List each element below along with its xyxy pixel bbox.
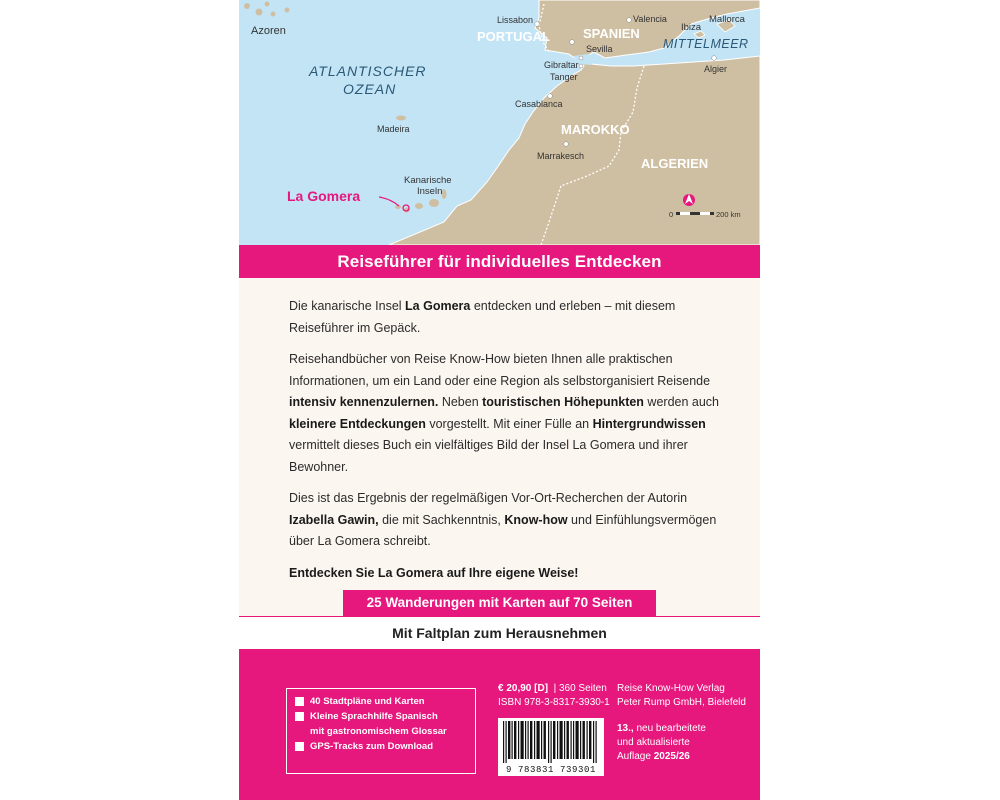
feature-item: 40 Stadtpläne und Karten bbox=[295, 695, 475, 708]
label-azoren: Azoren bbox=[251, 25, 286, 37]
island-azores-2 bbox=[256, 9, 263, 16]
island-azores-4 bbox=[265, 2, 270, 7]
paragraph-author: Dies ist das Ergebnis der regelmäßigen Vor-Ort-Recherchen der Autorin Izabella Gawin, die mit Sachkenntnis, Know-how und Einfühlungsvermögen über La Gomera schreibt. bbox=[289, 491, 717, 548]
edition-line1: 13., neu bearbeitete bbox=[617, 723, 706, 734]
book-back-cover bbox=[239, 0, 760, 800]
city-dot-valencia bbox=[627, 18, 632, 23]
label-spanien: SPANIEN bbox=[583, 26, 640, 41]
publisher-name: Reise Know-How Verlag bbox=[617, 683, 725, 694]
island-azores-5 bbox=[285, 8, 290, 13]
price-info bbox=[498, 682, 618, 710]
checkbox-icon bbox=[295, 742, 304, 751]
label-gibraltar: Gibraltar bbox=[544, 60, 579, 70]
edition-line3: Auflage 2025/26 bbox=[617, 751, 690, 762]
feature-item: Kleine Sprachhilfe Spanisch bbox=[295, 710, 475, 723]
label-madeira: Madeira bbox=[377, 124, 410, 134]
label-algier: Algier bbox=[704, 64, 728, 74]
barcode-number: 9 783831 739301 bbox=[505, 765, 596, 775]
overview-map bbox=[239, 0, 760, 245]
label-la-gomera: La Gomera bbox=[287, 188, 361, 204]
label-marokko: MAROKKO bbox=[561, 122, 630, 137]
city-dot-algier bbox=[712, 56, 717, 61]
bottom-info-panel bbox=[239, 650, 760, 800]
feature-item-continuation: mit gastronomischem Glossar bbox=[310, 726, 447, 737]
scale-label-max: 200 km bbox=[716, 210, 741, 219]
tagline-banner: Reiseführer für individuelles Entdecken bbox=[239, 245, 760, 278]
label-marrakesch: Marrakesch bbox=[537, 151, 585, 161]
label-mittelmeer: MITTELMEER bbox=[663, 37, 749, 51]
city-dot-marrakesch bbox=[564, 142, 569, 147]
island-azores-1 bbox=[244, 3, 250, 9]
isbn: ISBN 978-3-8317-3930-1 bbox=[498, 697, 610, 708]
publisher-info bbox=[617, 682, 757, 764]
barcode bbox=[498, 718, 604, 776]
paragraph-closing: Entdecken Sie La Gomera auf Ihre eigene Weise! bbox=[289, 565, 579, 580]
scale-label-zero: 0 bbox=[669, 210, 674, 219]
foldout-map-banner: Mit Faltplan zum Herausnehmen bbox=[239, 616, 760, 650]
island-canary-3 bbox=[415, 203, 423, 209]
label-ocean-line2: OZEAN bbox=[343, 81, 397, 97]
island-madeira bbox=[396, 116, 406, 121]
city-dot-sevilla bbox=[570, 40, 575, 45]
label-kanarische-line1: Kanarische bbox=[404, 175, 452, 186]
island-azores-3 bbox=[271, 12, 276, 17]
label-ocean-line1: ATLANTISCHER bbox=[309, 63, 427, 79]
label-ibiza: Ibiza bbox=[681, 22, 702, 33]
city-dot-casablanca bbox=[548, 94, 553, 99]
hikes-banner: 25 Wanderungen mit Karten auf 70 Seiten bbox=[343, 590, 656, 616]
checkbox-icon bbox=[295, 712, 304, 721]
label-valencia: Valencia bbox=[633, 14, 667, 24]
label-portugal: PORTUGAL bbox=[477, 29, 550, 44]
edition-line2: und aktualisierte bbox=[617, 737, 690, 748]
label-mallorca: Mallorca bbox=[709, 14, 745, 25]
paragraph-intro: Die kanarische Insel La Gomera entdecken und erleben – mit diesem Reiseführer im Gepäck. bbox=[289, 299, 676, 335]
feature-list bbox=[286, 688, 476, 774]
description-text bbox=[289, 296, 729, 594]
label-sevilla: Sevilla bbox=[586, 44, 613, 54]
label-algerien: ALGERIEN bbox=[641, 156, 709, 171]
north-arrow-icon bbox=[683, 194, 695, 206]
city-dot-tanger bbox=[579, 64, 583, 68]
checkbox-icon bbox=[295, 697, 304, 706]
page-count: | 360 Seiten bbox=[553, 683, 607, 694]
barcode-bars bbox=[498, 718, 604, 764]
city-dot-lissabon bbox=[535, 22, 540, 27]
label-casablanca: Casablanca bbox=[515, 99, 563, 109]
map-graphic bbox=[239, 0, 760, 245]
label-tanger: Tanger bbox=[550, 72, 578, 82]
feature-item: GPS-Tracks zum Download bbox=[295, 740, 475, 753]
label-kanarische-line2: Inseln bbox=[417, 186, 443, 197]
label-lissabon: Lissabon bbox=[497, 15, 534, 25]
island-canary-4 bbox=[429, 199, 439, 207]
paragraph-reisehandbuecher: Reisehandbücher von Reise Know-How bieten Ihnen alle praktischen Informationen, um ein Land oder eine Region als selbstorganisiert Reisende intensiv kennenzulernen. Neben touristischen Höhepunkten werden auch kleinere Entdeckungen vorgestellt. Mit einer Fülle an Hintergrundwissen vermittelt dieses Buch ein vielfältiges Bild der Insel La Gomera und ihrer Bewohner. bbox=[289, 352, 720, 474]
city-dot-gibraltar bbox=[579, 56, 583, 60]
price: € 20,90 [D] bbox=[498, 683, 549, 694]
publisher-company: Peter Rump GmbH, Bielefeld bbox=[617, 697, 746, 708]
